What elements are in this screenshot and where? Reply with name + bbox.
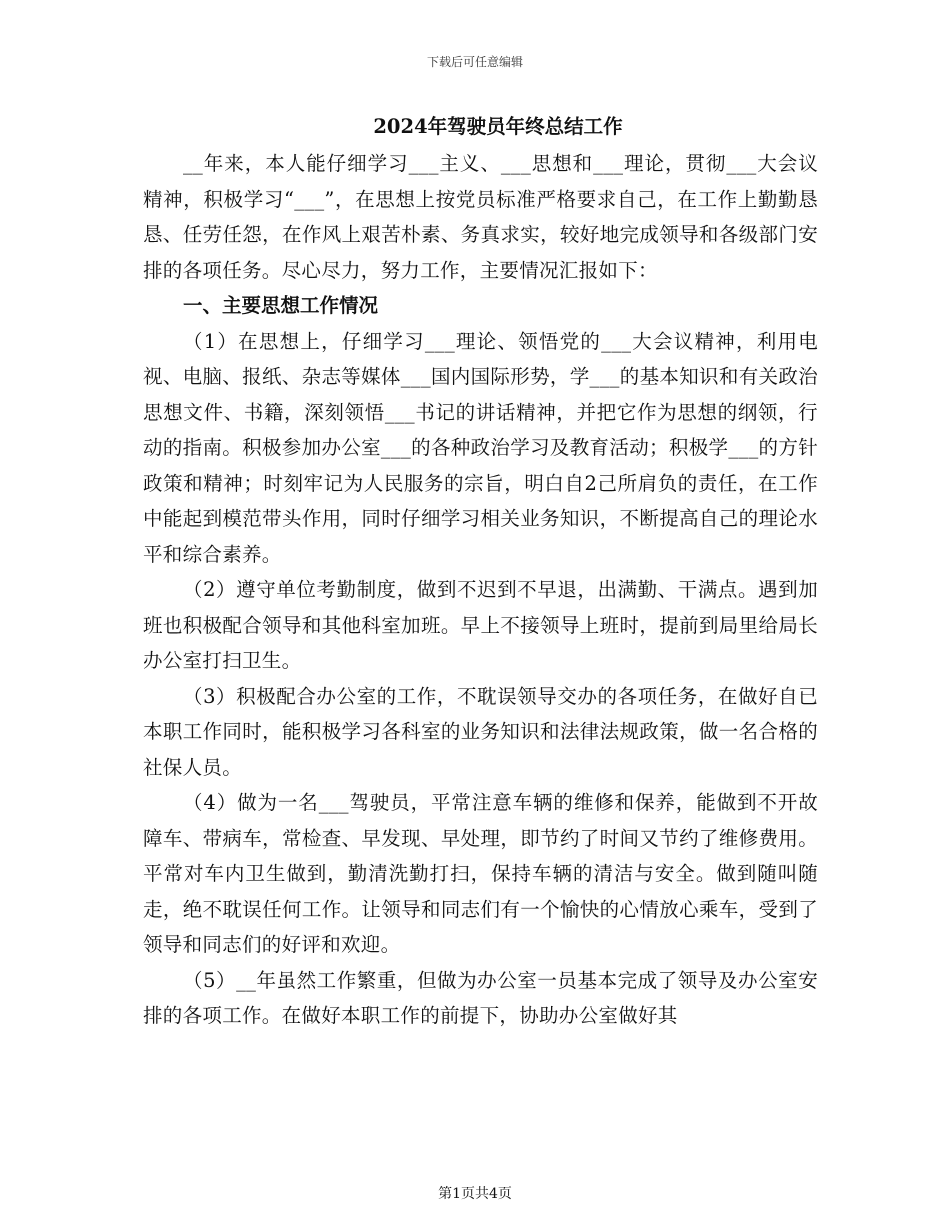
paragraph-item-2: （2）遵守单位考勤制度，做到不迟到不早退，出满勤、干满点。遇到加班也积极配合领导和其他科室加班。早上不接领导上班时，提前到局里给局长办公室打扫卫生。 — [143, 578, 818, 672]
paragraph-item-4: （4）做为一名___驾驶员，平常注意车辆的维修和保养，能做到不开故障车、带病车，常检查、早发现、早处理，即节约了时间又节约了维修费用。平常对车内卫生做到，勤清洗勤打扫，保持车辆的清洁与安全。做到随叫随走，绝不耽误任何工作。让领导和同志们有一个愉快的心情放心乘车，受到了领导和同志们的好评和欢迎。 — [143, 791, 818, 956]
paragraph-item-1: （1）在思想上，仔细学习___理论、领悟党的___大会议精神，利用电视、电脑、报纸、杂志等媒体___国内国际形势，学___的基本知识和有关政治思想文件、书籍，深刻领悟___书记的讲话精神，并把它作为思想的纲领，行动的指南。积极参加办公室___的各种政治学习及教育活动；积极学___的方针政策和精神；时刻牢记为人民服务的宗旨，明白自2己所肩负的责任，在工作中能起到模范带头作用，同时仔细学习相关业务知识，不断提高自己的理论水平和综合素养。 — [143, 329, 818, 566]
page-header-note: 下载后可任意编辑 — [426, 55, 523, 69]
document-title: 2024年驾驶员年终总结工作 — [373, 115, 623, 138]
document-body — [143, 146, 818, 1034]
section-heading: 一、主要思想工作情况 — [183, 294, 379, 317]
paragraph-item-5: （5）__年虽然工作繁重，但做为办公室一员基本完成了领导及办公室安排的各项工作。在做好本职工作的前提下，协助办公室做好其 — [143, 968, 818, 1027]
paragraph-item-3: （3）积极配合办公室的工作，不耽误领导交办的各项任务，在做好自已本职工作同时，能积极学习各科室的业务知识和法律法规政策，做一名合格的社保人员。 — [143, 684, 818, 779]
intro-paragraph: __年来，本人能仔细学习___主义、___思想和___理论，贯彻___大会议精神，积极学习“___”，在思想上按党员标准严格要求自己，在工作上勤勤恳恳、任劳任怨，在作风上艰苦朴素、务真求实，较好地完成领导和各级部门安排的各项任务。尽心尽力，努力工作，主要情况汇报如下： — [143, 152, 818, 282]
page-number-footer: 第1页共4页 — [438, 1186, 512, 1202]
